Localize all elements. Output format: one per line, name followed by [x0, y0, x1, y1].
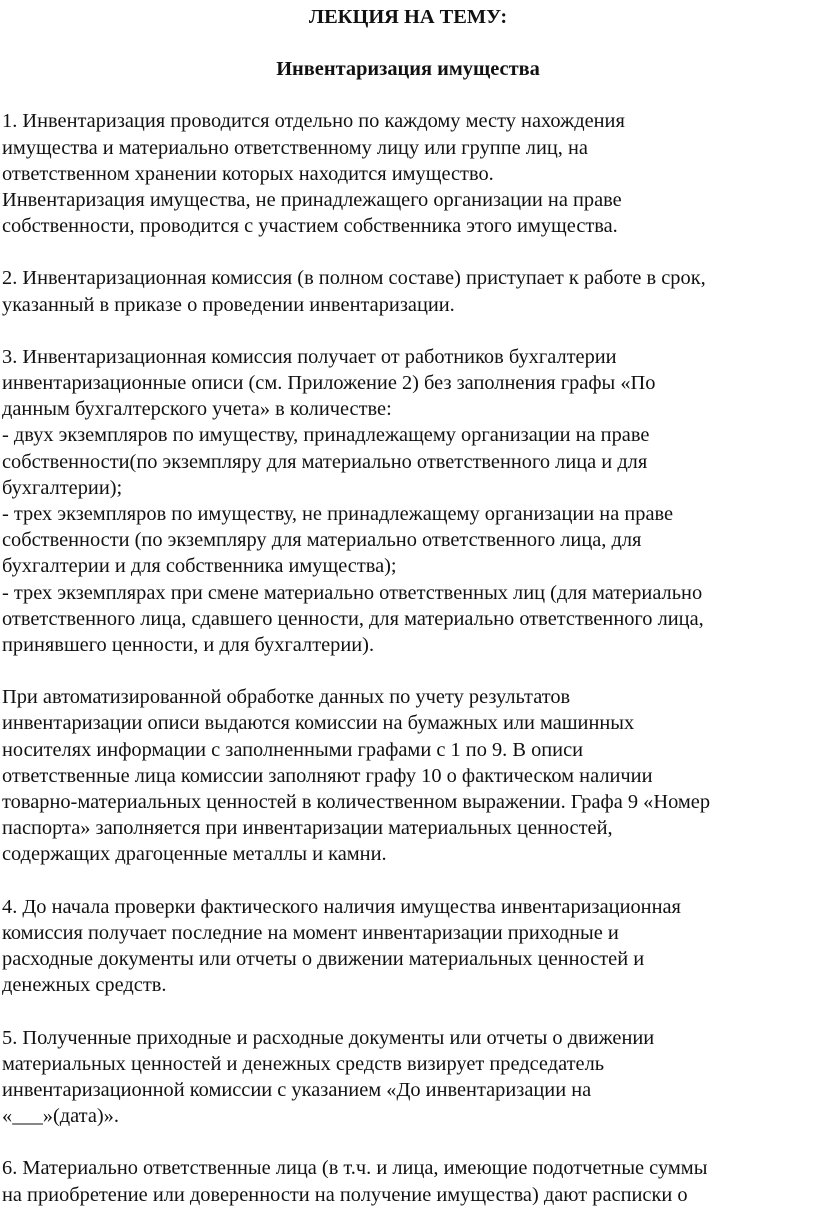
text-line: паспорта» заполняется при инвентаризации материальных ценностей,	[2, 817, 613, 840]
text-line: указанный в приказе о проведении инвентаризации.	[2, 293, 455, 316]
text-line: инвентаризационной комиссии с указанием «До инвентаризации на	[2, 1078, 592, 1101]
document-subtitle: Инвентаризация имущества	[276, 58, 540, 81]
text-line: 1. Инвентаризация проводится отдельно по каждому месту нахождения	[2, 110, 625, 133]
paragraph	[2, 108, 814, 239]
text-line: материальных ценностей и денежных средств визирует председатель	[2, 1052, 605, 1075]
paragraph	[2, 265, 814, 317]
document-title: ЛЕКЦИЯ НА ТЕМУ:	[308, 6, 508, 28]
text-line: на приобретение или доверенности на получение имущества) дают расписки о	[2, 1183, 688, 1206]
text-line: инвентаризации описи выдаются комиссии на бумажных или машинных	[2, 712, 635, 735]
text-line: данным бухгалтерского учета» в количестве:	[2, 398, 392, 421]
text-line: принявшего ценности, и для бухгалтерии).	[2, 634, 375, 657]
text-line: расходные документы или отчеты о движении материальных ценностей и	[2, 948, 645, 971]
text-line: 6. Материально ответственные лица (в т.ч. и лица, имеющие подотчетные суммы	[2, 1157, 708, 1180]
paragraph	[2, 684, 814, 867]
text-line: ответственном хранении которых находится имущество.	[2, 162, 494, 185]
text-line: - трех экземплярах при смене материально ответственных лиц (для материально	[2, 581, 703, 604]
paragraph	[2, 1025, 814, 1130]
text-line: 5. Полученные приходные и расходные документы или отчеты о движении	[2, 1026, 655, 1049]
text-line: При автоматизированной обработке данных по учету результатов	[2, 686, 571, 709]
text-line: собственности(по экземпляру для материально ответственного лица и для	[2, 450, 648, 473]
document-body	[2, 108, 814, 1207]
text-line: инвентаризационные описи (см. Приложение 2) без заполнения графы «По	[2, 372, 656, 395]
text-line: товарно-материальных ценностей в количественном выражении. Графа 9 «Номер	[2, 791, 711, 814]
paragraph	[2, 344, 814, 658]
text-line: Инвентаризация имущества, не принадлежащего организации на праве	[2, 189, 622, 212]
text-line: 4. До начала проверки фактического наличия имущества инвентаризационная	[2, 895, 681, 918]
text-line: бухгалтерии);	[2, 476, 123, 499]
text-line: ответственного лица, сдавшего ценности, для материально ответственного лица,	[2, 607, 704, 630]
text-line: имущества и материально ответственному лицу или группе лиц, на	[2, 136, 588, 159]
text-line: «___»(дата)».	[2, 1105, 119, 1128]
text-line: 2. Инвентаризационная комиссия (в полном составе) приступает к работе в срок,	[2, 267, 706, 290]
text-line: собственности, проводится с участием собственника этого имущества.	[2, 215, 618, 238]
text-line: комиссия получает последние на момент инвентаризации приходные и	[2, 921, 619, 944]
text-line: 3. Инвентаризационная комиссия получает от работников бухгалтерии	[2, 345, 617, 368]
text-line: носителях информации с заполненными графами с 1 по 9. В описи	[2, 738, 584, 761]
text-line: денежных средств.	[2, 974, 167, 997]
text-line: содержащих драгоценные металлы и камни.	[2, 843, 387, 866]
paragraph	[2, 1155, 814, 1207]
text-line: - трех экземпляров по имуществу, не принадлежащему организации на праве	[2, 503, 674, 526]
text-line: бухгалтерии и для собственника имущества);	[2, 555, 397, 578]
text-line: собственности (по экземпляру для материально ответственного лица, для	[2, 529, 642, 552]
text-line: - двух экземпляров по имуществу, принадлежащему организации на праве	[2, 424, 650, 447]
paragraph	[2, 894, 814, 999]
text-line: ответственные лица комиссии заполняют графу 10 о фактическом наличии	[2, 764, 653, 787]
